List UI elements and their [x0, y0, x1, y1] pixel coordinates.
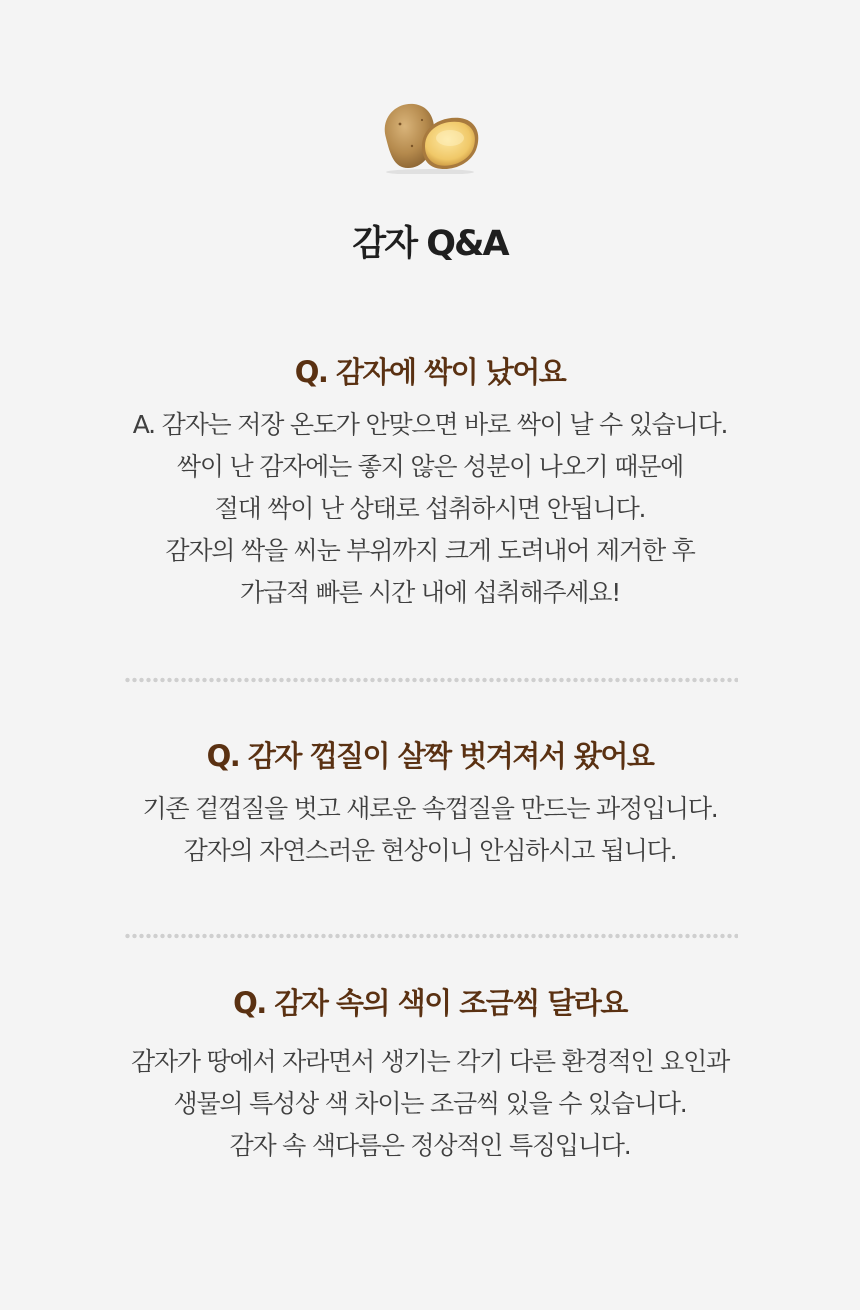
qa-answer — [0, 1041, 860, 1167]
dotted-divider — [124, 677, 738, 683]
potato-icon — [378, 98, 482, 174]
answer-line: 감자의 자연스러운 현상이니 안심하시고 됩니다. — [183, 836, 677, 865]
answer-line: 절대 싹이 난 상태로 섭취하시면 안됩니다. — [214, 494, 646, 523]
qa-item — [0, 736, 860, 872]
qa-answer — [0, 404, 860, 614]
qa-question: Q. 감자에 싹이 났어요 — [294, 355, 566, 389]
answer-line: 감자가 땅에서 자라면서 생기는 각기 다른 환경적인 요인과 — [130, 1047, 730, 1076]
page-title: 감자 Q&A — [352, 224, 508, 264]
answer-line: 감자 속 색다름은 정상적인 특징입니다. — [229, 1131, 631, 1160]
qa-question: Q. 감자 속의 색이 조금씩 달라요 — [233, 986, 627, 1020]
answer-line: 기존 겉껍질을 벗고 새로운 속껍질을 만드는 과정입니다. — [142, 794, 718, 823]
answer-line: 싹이 난 감자에는 좋지 않은 성분이 나오기 때문에 — [176, 452, 684, 481]
qa-item — [0, 352, 860, 614]
dotted-divider — [124, 933, 738, 939]
answer-line: 생물의 특성상 색 차이는 조금씩 있을 수 있습니다. — [173, 1089, 687, 1118]
qa-question: Q. 감자 껍질이 살짝 벗겨져서 왔어요 — [206, 739, 654, 773]
answer-line: 가급적 빠른 시간 내에 섭취해주세요! — [239, 578, 621, 607]
qa-item — [0, 983, 860, 1167]
answer-line: A. 감자는 저장 온도가 안맞으면 바로 싹이 날 수 있습니다. — [132, 410, 728, 439]
answer-line: 감자의 싹을 씨눈 부위까지 크게 도려내어 제거한 후 — [165, 536, 695, 565]
qa-answer — [0, 788, 860, 872]
